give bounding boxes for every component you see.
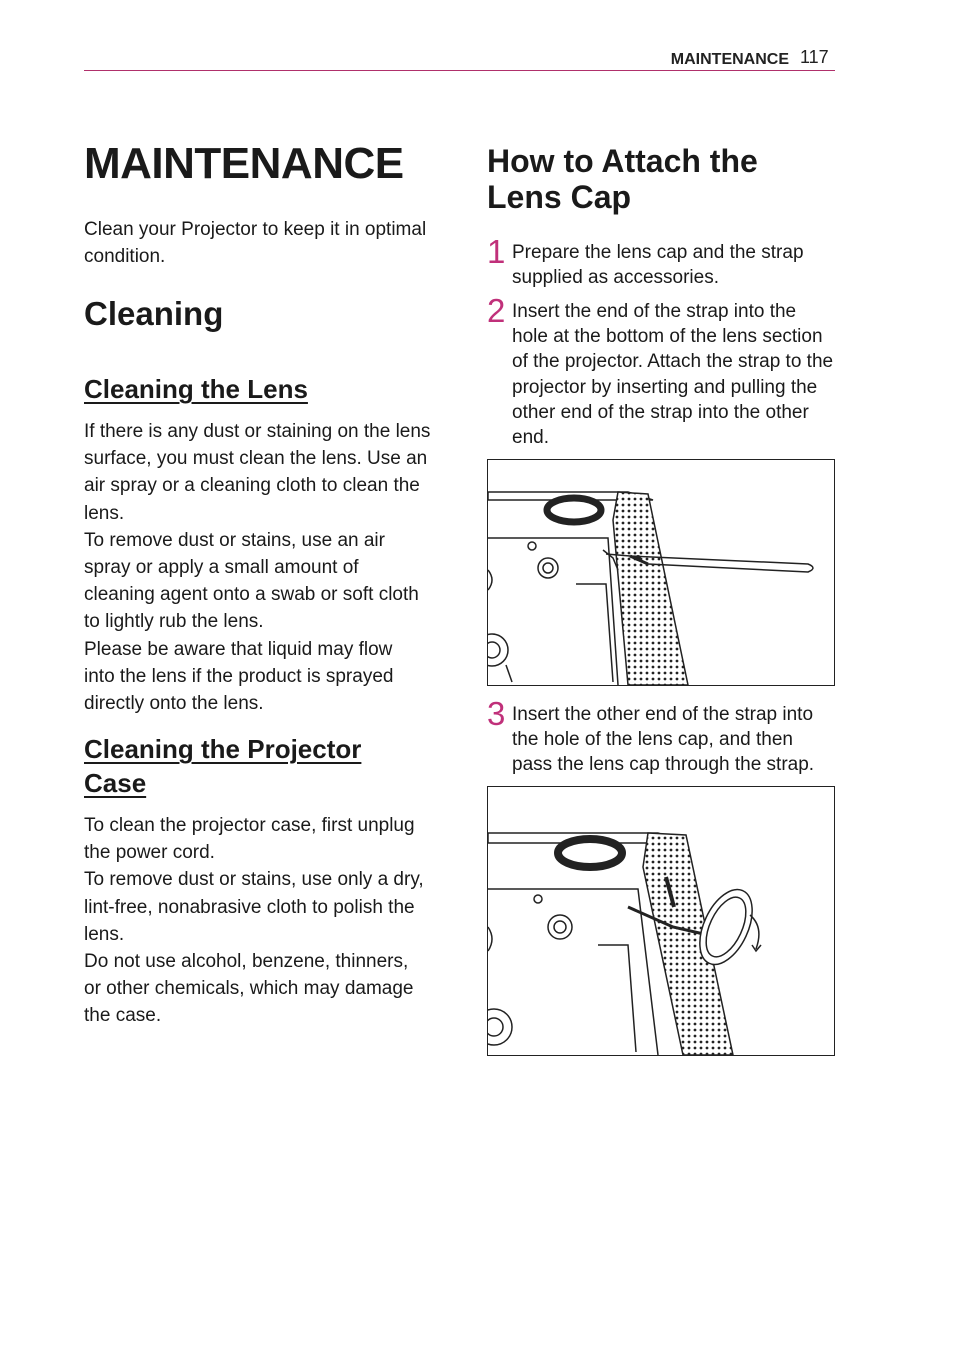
step-text: Insert the end of the strap into the hole at the bottom of the lens section of the projector. Attach the strap to the projector by inserting and pulling the other end of the strap into the other end. [512, 301, 834, 449]
cleaning-lens-heading [84, 372, 439, 406]
attach-lens-cap-heading: How to Attach the Lens Cap [487, 143, 758, 215]
projector-strap-drawing [488, 460, 834, 685]
step-number: 1 [487, 233, 506, 270]
case-paragraph: Do not use alcohol, benzene, thinners, or other chemicals, which may damage the case. [84, 951, 414, 1027]
page-number: 117 [800, 47, 829, 67]
step-number: 3 [487, 695, 506, 732]
cleaning-case-section [84, 732, 439, 1030]
step-item [487, 292, 837, 450]
header-divider [84, 70, 835, 71]
lens-paragraph: Please be aware that liquid may flow into the lens if the product is sprayed directly onto the lens. [84, 638, 394, 715]
lens-paragraph: To remove dust or stains, use an air spray or apply a small amount of cleaning agent onto a swab or soft cloth to lightly rub the lens. [84, 529, 419, 633]
strap-insertion-illustration [487, 459, 835, 686]
cleaning-lens-section [84, 372, 439, 717]
projector-lens-cap-drawing [488, 787, 834, 1055]
cleaning-case-heading [84, 732, 439, 800]
step-number: 2 [487, 292, 506, 329]
cleaning-lens-heading-text: Cleaning the Lens [84, 374, 308, 404]
cleaning-case-heading-line1: Cleaning the Projector [84, 734, 362, 764]
header-section-label: MAINTENANCE [670, 51, 789, 68]
cleaning-heading: Cleaning [84, 295, 224, 332]
step-text: Prepare the lens cap and the strap supplied as accessories. [512, 242, 804, 289]
cleaning-case-heading-line2: Case [84, 768, 147, 798]
step-item [487, 695, 837, 778]
lens-paragraph: If there is any dust or staining on the lens surface, you must clean the lens. Use an air spray or a cleaning cloth to clean the lens. [84, 421, 431, 524]
page-title: MAINTENANCE [84, 139, 404, 188]
case-paragraph: To clean the projector case, first unplug the power cord. [84, 815, 415, 864]
step-text: Insert the other end of the strap into the hole of the lens cap, and then pass the lens cap through the strap. [512, 704, 815, 776]
lens-cap-attach-illustration [487, 786, 835, 1056]
case-paragraph: To remove dust or stains, use only a dry, lint-free, nonabrasive cloth to polish the lens. [84, 869, 424, 945]
intro-text: Clean your Projector to keep it in optimal condition. [84, 219, 427, 267]
step-item [487, 233, 837, 290]
